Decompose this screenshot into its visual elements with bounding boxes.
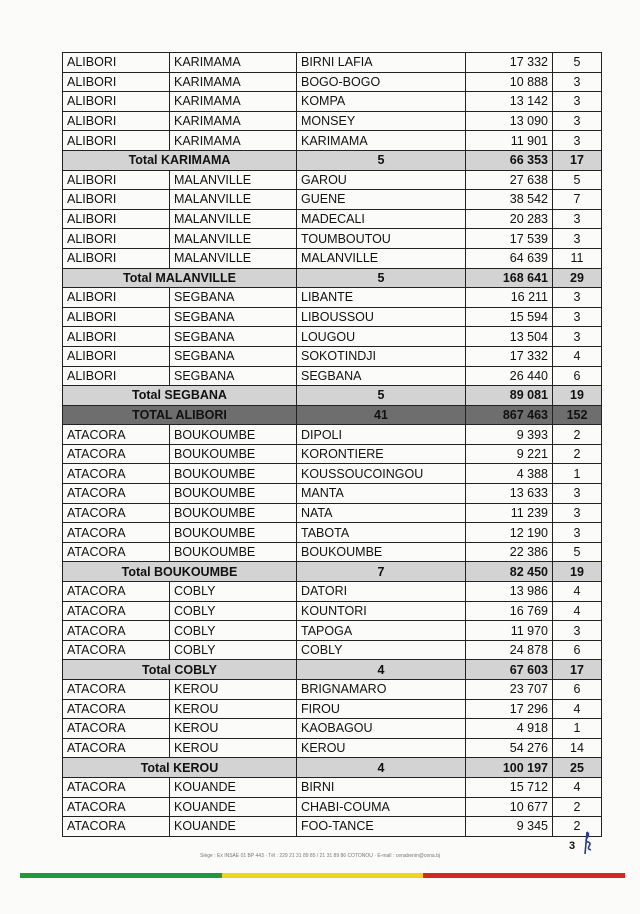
department-cell: ALIBORI: [63, 327, 170, 347]
table-row: [63, 738, 602, 758]
table-row: [63, 111, 602, 131]
table-body: [63, 53, 602, 837]
count-cell: 3: [553, 523, 602, 543]
population-cell: 16 769: [466, 601, 553, 621]
population-cell: 22 386: [466, 542, 553, 562]
table-row: [63, 190, 602, 210]
department-cell: ATACORA: [63, 719, 170, 739]
population-cell: 17 332: [466, 53, 553, 73]
department-cell: ALIBORI: [63, 53, 170, 73]
commune-cell: BOUKOUMBE: [170, 464, 297, 484]
population-cell: 11 901: [466, 131, 553, 151]
total-label-cell: Total SEGBANA: [63, 386, 297, 406]
population-cell: 20 283: [466, 209, 553, 229]
department-cell: ATACORA: [63, 797, 170, 817]
arrondissement-cell: MONSEY: [297, 111, 466, 131]
count-cell: 3: [553, 307, 602, 327]
total-count-cell: 29: [553, 268, 602, 288]
department-cell: ALIBORI: [63, 366, 170, 386]
arrondissement-cell: MADECALI: [297, 209, 466, 229]
arrondissement-cell: FIROU: [297, 699, 466, 719]
total-arrondissement-count-cell: 5: [297, 268, 466, 288]
total-arrondissement-count-cell: 5: [297, 386, 466, 406]
table-row: [63, 484, 602, 504]
count-cell: 4: [553, 346, 602, 366]
table-row: [63, 601, 602, 621]
arrondissement-cell: FOO-TANCE: [297, 817, 466, 837]
population-cell: 13 142: [466, 92, 553, 112]
count-cell: 6: [553, 366, 602, 386]
commune-cell: MALANVILLE: [170, 170, 297, 190]
count-cell: 7: [553, 190, 602, 210]
table-row: [63, 131, 602, 151]
count-cell: 3: [553, 288, 602, 308]
commune-cell: SEGBANA: [170, 366, 297, 386]
commune-cell: COBLY: [170, 582, 297, 602]
department-cell: ATACORA: [63, 817, 170, 837]
department-cell: ATACORA: [63, 640, 170, 660]
count-cell: 1: [553, 719, 602, 739]
commune-cell: MALANVILLE: [170, 229, 297, 249]
population-cell: 9 221: [466, 444, 553, 464]
commune-cell: COBLY: [170, 601, 297, 621]
department-cell: ALIBORI: [63, 170, 170, 190]
table-row: [63, 288, 602, 308]
count-cell: 5: [553, 170, 602, 190]
arrondissement-cell: KAOBAGOU: [297, 719, 466, 739]
count-cell: 3: [553, 327, 602, 347]
subtotal-row: [63, 386, 602, 406]
commune-cell: SEGBANA: [170, 307, 297, 327]
total-arrondissement-count-cell: 5: [297, 150, 466, 170]
commune-cell: BOUKOUMBE: [170, 425, 297, 445]
arrondissement-cell: MALANVILLE: [297, 248, 466, 268]
arrondissement-cell: LIBANTE: [297, 288, 466, 308]
table-row: [63, 621, 602, 641]
table-row: [63, 444, 602, 464]
population-cell: 64 639: [466, 248, 553, 268]
commune-cell: KEROU: [170, 738, 297, 758]
total-arrondissement-count-cell: 4: [297, 758, 466, 778]
population-cell: 17 332: [466, 346, 553, 366]
page-number: 3: [569, 840, 576, 852]
arrondissement-cell: TAPOGA: [297, 621, 466, 641]
count-cell: 3: [553, 621, 602, 641]
population-cell: 17 539: [466, 229, 553, 249]
population-cell: 24 878: [466, 640, 553, 660]
arrondissement-cell: COBLY: [297, 640, 466, 660]
arrondissement-cell: GAROU: [297, 170, 466, 190]
count-cell: 4: [553, 699, 602, 719]
total-count-cell: 152: [553, 405, 602, 425]
commune-cell: BOUKOUMBE: [170, 444, 297, 464]
department-cell: ATACORA: [63, 601, 170, 621]
table-row: [63, 503, 602, 523]
commune-cell: SEGBANA: [170, 346, 297, 366]
subtotal-row: [63, 562, 602, 582]
population-cell: 4 388: [466, 464, 553, 484]
commune-cell: KEROU: [170, 680, 297, 700]
table-row: [63, 464, 602, 484]
population-cell: 10 888: [466, 72, 553, 92]
subtotal-row: [63, 268, 602, 288]
table-row: [63, 817, 602, 837]
department-cell: ALIBORI: [63, 72, 170, 92]
total-population-cell: 168 641: [466, 268, 553, 288]
table-row: [63, 170, 602, 190]
commune-cell: BOUKOUMBE: [170, 542, 297, 562]
subtotal-row: [63, 758, 602, 778]
table-row: [63, 366, 602, 386]
population-cell: 17 296: [466, 699, 553, 719]
population-cell: 16 211: [466, 288, 553, 308]
population-cell: 38 542: [466, 190, 553, 210]
department-cell: ALIBORI: [63, 248, 170, 268]
commune-cell: KARIMAMA: [170, 92, 297, 112]
table-row: [63, 542, 602, 562]
population-cell: 26 440: [466, 366, 553, 386]
total-label-cell: Total BOUKOUMBE: [63, 562, 297, 582]
count-cell: 14: [553, 738, 602, 758]
department-cell: ATACORA: [63, 738, 170, 758]
population-cell: 13 986: [466, 582, 553, 602]
grand-total-row: [63, 405, 602, 425]
arrondissement-cell: KORONTIERE: [297, 444, 466, 464]
count-cell: 3: [553, 131, 602, 151]
total-population-cell: 100 197: [466, 758, 553, 778]
commune-cell: KOUANDE: [170, 817, 297, 837]
flag-red-stripe: [423, 873, 625, 878]
total-label-cell: Total KEROU: [63, 758, 297, 778]
subtotal-row: [63, 660, 602, 680]
population-cell: 11 239: [466, 503, 553, 523]
count-cell: 2: [553, 425, 602, 445]
arrondissement-cell: KARIMAMA: [297, 131, 466, 151]
commune-cell: SEGBANA: [170, 327, 297, 347]
department-cell: ATACORA: [63, 523, 170, 543]
flag-green-stripe: [20, 873, 222, 878]
arrondissement-cell: TOUMBOUTOU: [297, 229, 466, 249]
arrondissement-cell: MANTA: [297, 484, 466, 504]
population-cell: 12 190: [466, 523, 553, 543]
count-cell: 3: [553, 111, 602, 131]
count-cell: 4: [553, 601, 602, 621]
count-cell: 4: [553, 582, 602, 602]
department-cell: ALIBORI: [63, 209, 170, 229]
arrondissement-cell: KOMPA: [297, 92, 466, 112]
total-count-cell: 19: [553, 386, 602, 406]
count-cell: 6: [553, 680, 602, 700]
table-row: [63, 797, 602, 817]
department-cell: ATACORA: [63, 484, 170, 504]
count-cell: 1: [553, 464, 602, 484]
arrondissement-cell: BIRNI: [297, 777, 466, 797]
arrondissement-cell: CHABI-COUMA: [297, 797, 466, 817]
total-count-cell: 19: [553, 562, 602, 582]
department-cell: ATACORA: [63, 444, 170, 464]
total-label-cell: Total COBLY: [63, 660, 297, 680]
count-cell: 2: [553, 817, 602, 837]
department-cell: ATACORA: [63, 542, 170, 562]
total-label-cell: Total KARIMAMA: [63, 150, 297, 170]
total-arrondissement-count-cell: 4: [297, 660, 466, 680]
arrondissement-cell: KOUNTORI: [297, 601, 466, 621]
count-cell: 6: [553, 640, 602, 660]
population-cell: 10 677: [466, 797, 553, 817]
table-row: [63, 307, 602, 327]
department-cell: ATACORA: [63, 777, 170, 797]
department-cell: ALIBORI: [63, 92, 170, 112]
count-cell: 3: [553, 484, 602, 504]
commune-cell: COBLY: [170, 640, 297, 660]
population-cell: 9 393: [466, 425, 553, 445]
arrondissement-cell: SEGBANA: [297, 366, 466, 386]
department-cell: ATACORA: [63, 621, 170, 641]
arrondissement-cell: KOUSSOUCOINGOU: [297, 464, 466, 484]
arrondissement-cell: GUENE: [297, 190, 466, 210]
population-cell: 9 345: [466, 817, 553, 837]
population-cell: 23 707: [466, 680, 553, 700]
total-arrondissement-count-cell: 41: [297, 405, 466, 425]
department-cell: ATACORA: [63, 464, 170, 484]
population-cell: 15 712: [466, 777, 553, 797]
table-row: [63, 719, 602, 739]
total-count-cell: 17: [553, 660, 602, 680]
data-table: [62, 52, 602, 837]
commune-cell: KARIMAMA: [170, 131, 297, 151]
total-population-cell: 867 463: [466, 405, 553, 425]
arrondissement-cell: TABOTA: [297, 523, 466, 543]
total-population-cell: 67 603: [466, 660, 553, 680]
total-population-cell: 82 450: [466, 562, 553, 582]
department-cell: ALIBORI: [63, 131, 170, 151]
population-cell: 13 633: [466, 484, 553, 504]
table-row: [63, 248, 602, 268]
commune-cell: KARIMAMA: [170, 111, 297, 131]
department-cell: ATACORA: [63, 699, 170, 719]
population-cell: 27 638: [466, 170, 553, 190]
population-cell: 13 504: [466, 327, 553, 347]
population-cell: 11 970: [466, 621, 553, 641]
arrondissement-cell: DATORI: [297, 582, 466, 602]
total-count-cell: 25: [553, 758, 602, 778]
flag-yellow-stripe: [222, 873, 424, 878]
commune-cell: KOUANDE: [170, 777, 297, 797]
total-label-cell: TOTAL ALIBORI: [63, 405, 297, 425]
arrondissement-cell: LOUGOU: [297, 327, 466, 347]
table-row: [63, 92, 602, 112]
arrondissement-cell: BRIGNAMARO: [297, 680, 466, 700]
table-row: [63, 777, 602, 797]
department-cell: ALIBORI: [63, 229, 170, 249]
department-cell: ATACORA: [63, 582, 170, 602]
commune-cell: MALANVILLE: [170, 190, 297, 210]
subtotal-row: [63, 150, 602, 170]
population-cell: 54 276: [466, 738, 553, 758]
count-cell: 2: [553, 444, 602, 464]
commune-cell: KEROU: [170, 699, 297, 719]
table-row: [63, 53, 602, 73]
department-cell: ALIBORI: [63, 190, 170, 210]
commune-cell: COBLY: [170, 621, 297, 641]
count-cell: 5: [553, 542, 602, 562]
commune-cell: MALANVILLE: [170, 209, 297, 229]
table-row: [63, 72, 602, 92]
table-row: [63, 680, 602, 700]
commune-cell: BOUKOUMBE: [170, 503, 297, 523]
arrondissement-cell: NATA: [297, 503, 466, 523]
population-cell: 15 594: [466, 307, 553, 327]
count-cell: 3: [553, 72, 602, 92]
table-row: [63, 523, 602, 543]
count-cell: 3: [553, 209, 602, 229]
arrondissement-cell: BOGO-BOGO: [297, 72, 466, 92]
arrondissement-cell: SOKOTINDJI: [297, 346, 466, 366]
commune-cell: KOUANDE: [170, 797, 297, 817]
arrondissement-cell: LIBOUSSOU: [297, 307, 466, 327]
count-cell: 11: [553, 248, 602, 268]
count-cell: 2: [553, 797, 602, 817]
commune-cell: BOUKOUMBE: [170, 523, 297, 543]
footer-address: Siège : Ex INSAE 01 BP 443 · Tél : 229 21 31 89 85 / 21 31 89 86 COTONOU · E-mail : cenabenin@cena.bj: [200, 853, 440, 859]
table-row: [63, 640, 602, 660]
arrondissement-cell: KEROU: [297, 738, 466, 758]
commune-cell: KARIMAMA: [170, 72, 297, 92]
commune-cell: SEGBANA: [170, 288, 297, 308]
commune-cell: MALANVILLE: [170, 248, 297, 268]
department-cell: ATACORA: [63, 503, 170, 523]
table-row: [63, 209, 602, 229]
total-population-cell: 66 353: [466, 150, 553, 170]
population-cell: 4 918: [466, 719, 553, 739]
department-cell: ALIBORI: [63, 288, 170, 308]
flag-color-bar: [20, 873, 625, 878]
count-cell: 3: [553, 92, 602, 112]
department-cell: ALIBORI: [63, 307, 170, 327]
table-row: [63, 699, 602, 719]
table-row: [63, 582, 602, 602]
count-cell: 3: [553, 503, 602, 523]
count-cell: 3: [553, 229, 602, 249]
arrondissement-cell: BOUKOUMBE: [297, 542, 466, 562]
department-cell: ATACORA: [63, 680, 170, 700]
department-cell: ALIBORI: [63, 111, 170, 131]
total-count-cell: 17: [553, 150, 602, 170]
department-cell: ATACORA: [63, 425, 170, 445]
signature-mark: [578, 830, 600, 861]
commune-cell: KEROU: [170, 719, 297, 739]
total-label-cell: Total MALANVILLE: [63, 268, 297, 288]
table-row: [63, 327, 602, 347]
department-cell: ALIBORI: [63, 346, 170, 366]
count-cell: 4: [553, 777, 602, 797]
arrondissement-cell: DIPOLI: [297, 425, 466, 445]
total-arrondissement-count-cell: 7: [297, 562, 466, 582]
table-row: [63, 346, 602, 366]
commune-cell: KARIMAMA: [170, 53, 297, 73]
table-row: [63, 425, 602, 445]
arrondissement-cell: BIRNI LAFIA: [297, 53, 466, 73]
population-cell: 13 090: [466, 111, 553, 131]
count-cell: 5: [553, 53, 602, 73]
commune-cell: BOUKOUMBE: [170, 484, 297, 504]
total-population-cell: 89 081: [466, 386, 553, 406]
table-row: [63, 229, 602, 249]
